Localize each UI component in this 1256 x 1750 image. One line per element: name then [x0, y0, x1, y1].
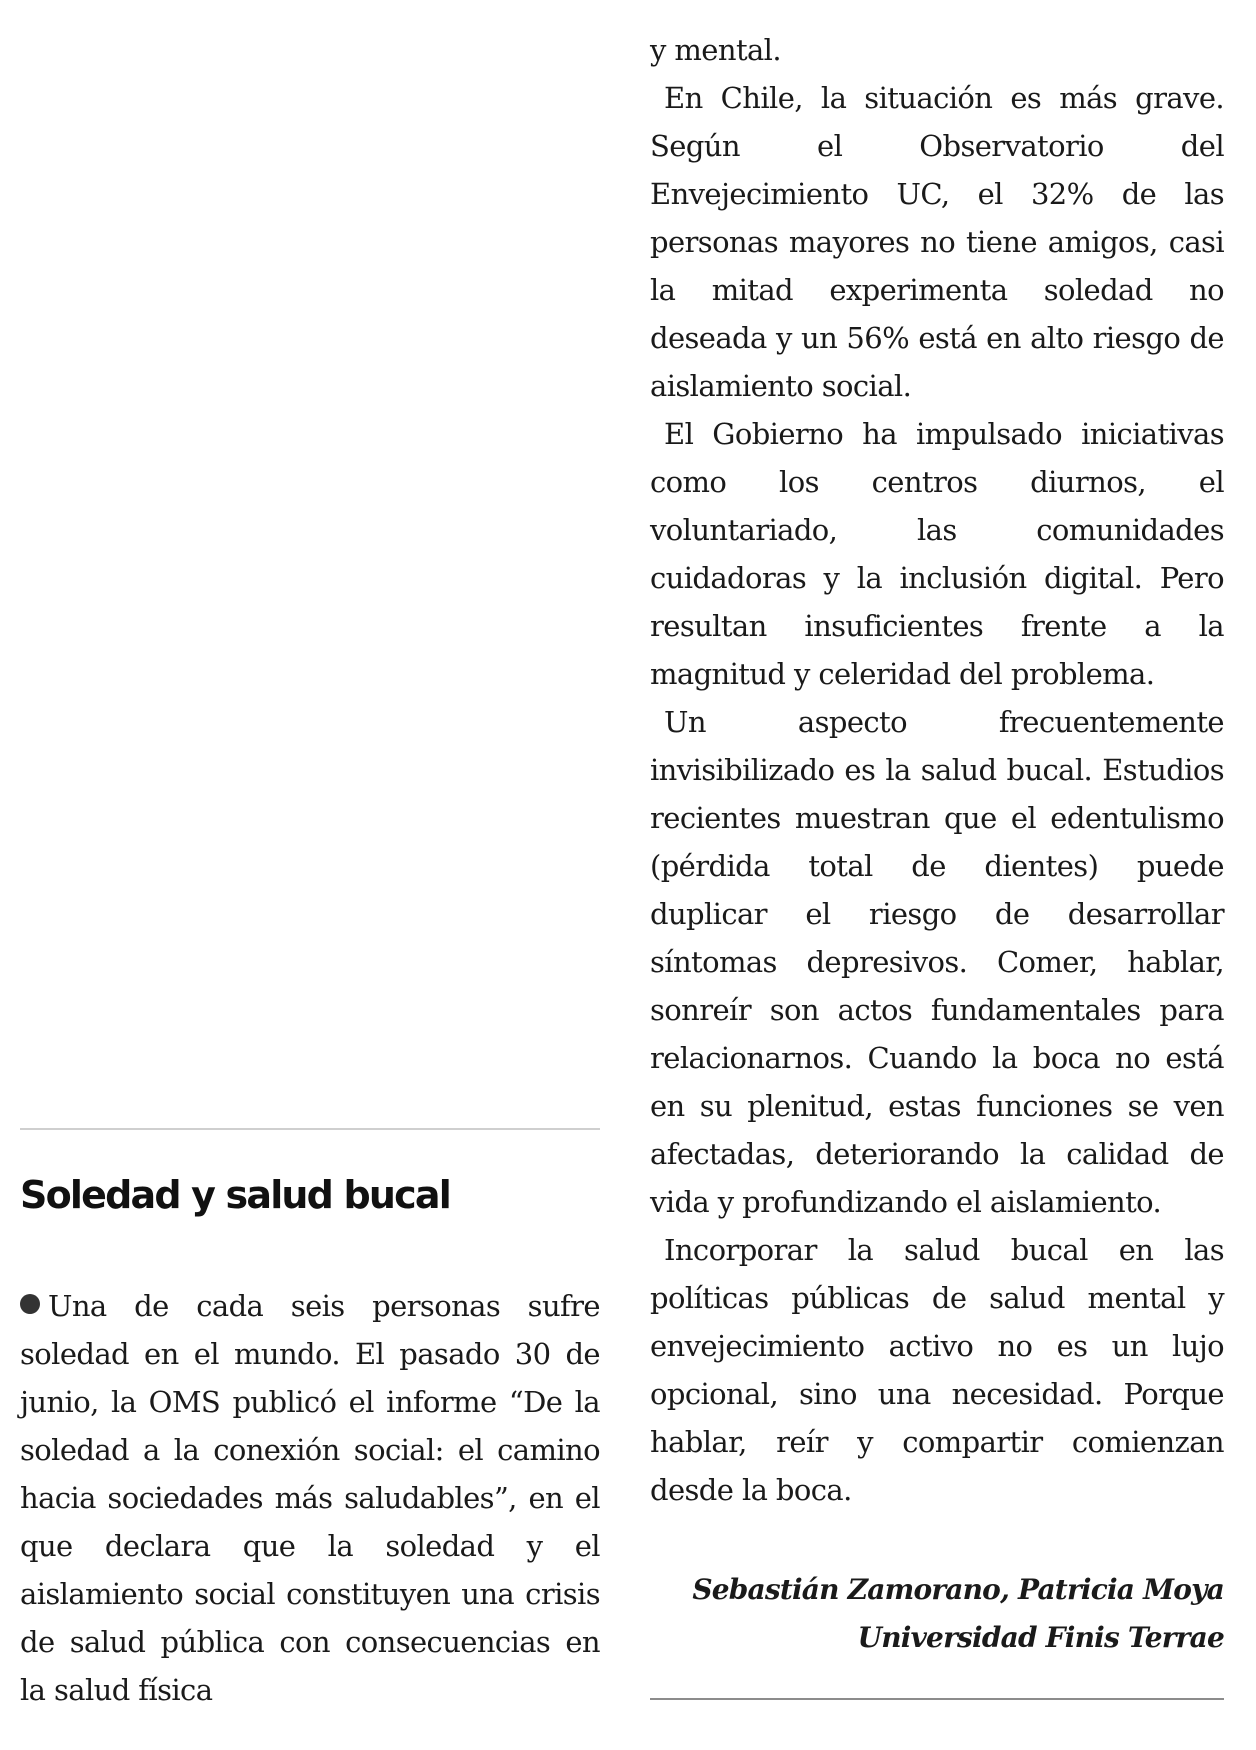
section-divider-bottom	[650, 1698, 1224, 1700]
signature-block	[650, 1566, 1224, 1662]
right-column	[650, 26, 1224, 1514]
article-headline: Soledad y salud bucal	[20, 1173, 450, 1217]
signature-institution: Universidad Finis Terrae	[857, 1621, 1224, 1654]
body-paragraph: y mental.	[650, 33, 781, 67]
body-paragraph: Un aspecto frecuentemente invisibilizado es la salud bucal. Estudios recientes muestran que el edentulismo (pérdida total de dientes) puede duplicar el riesgo de desarrollar síntomas depresivos. Comer, hablar, sonreír son actos fundamentales para relacionarnos. Cuando la boca no está en su plenitud, estas funciones se ven afectadas, deteriorando la calidad de vida y profundizando el aislamiento.	[650, 705, 1224, 1219]
lead-paragraph	[20, 1282, 600, 1714]
signature-authors: Sebastián Zamorano, Patricia Moya	[692, 1573, 1224, 1606]
section-divider-top	[20, 1128, 600, 1130]
bullet-icon	[20, 1294, 40, 1314]
body-paragraph: El Gobierno ha impulsado iniciativas como los centros diurnos, el voluntariado, las comunidades cuidadoras y la inclusión digital. Pero resultan insuficientes frente a la magnitud y celeridad del problema.	[650, 417, 1224, 691]
lead-text: Una de cada seis personas sufre soledad en el mundo. El pasado 30 de junio, la OMS publicó el informe “De la soledad a la conexión social: el camino hacia sociedades más saludables”, en el que declara que la soledad y el aislamiento social constituyen una crisis de salud pública con consecuencias en la salud física	[20, 1289, 600, 1707]
body-paragraph: En Chile, la situación es más grave. Según el Observatorio del Envejecimiento UC, el 32% de las personas mayores no tiene amigos, casi la mitad experimenta soledad no deseada y un 56% está en alto riesgo de aislamiento social.	[650, 81, 1224, 403]
body-paragraph: Incorporar la salud bucal en las políticas públicas de salud mental y envejecimiento activo no es un lujo opcional, sino una necesidad. Porque hablar, reír y compartir comienzan desde la boca.	[650, 1233, 1224, 1507]
